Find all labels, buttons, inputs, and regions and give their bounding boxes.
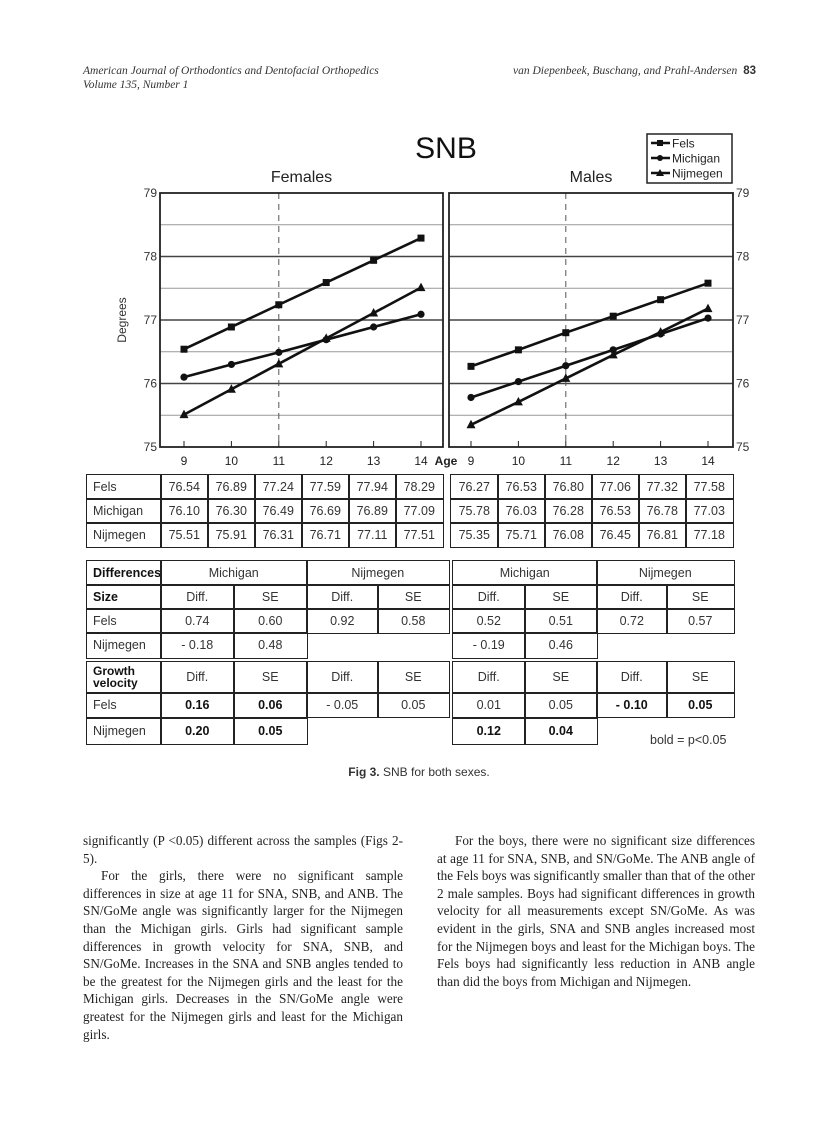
marker-circle bbox=[704, 314, 711, 321]
value-cell: 77.18 bbox=[685, 522, 734, 548]
chart-title: SNB bbox=[415, 132, 477, 165]
marker-square bbox=[562, 329, 569, 336]
column-header: SE bbox=[666, 661, 735, 694]
value-cell: 76.30 bbox=[207, 498, 256, 524]
marker-circle bbox=[417, 311, 424, 318]
authors: van Diepenbeek, Buschang, and Prahl-Andersen bbox=[513, 65, 738, 77]
y-tick-label-right: 79 bbox=[736, 186, 750, 200]
marker-square bbox=[705, 280, 712, 287]
value-cell: 0.20 bbox=[160, 718, 235, 745]
value-cell: 77.11 bbox=[348, 522, 397, 548]
marker-square bbox=[370, 257, 377, 264]
value-cell: 75.78 bbox=[450, 498, 499, 524]
value-cell: - 0.19 bbox=[452, 632, 526, 659]
value-cell: 0.58 bbox=[377, 608, 450, 634]
y-tick-label-right: 75 bbox=[736, 440, 750, 454]
paragraph: For the girls, there were no significant sample differences in size at age 11 for SNA, SNB, and ANB. The SN/GoMe angle was significantly larger for the Nijmegen than the Michigan girls. Girls had significant sample differences in growth velocity for SNA, SNB, and SN/GoMe. Increases in the SNA and SNB angles tended to be the greatest for the Nijmegen girls and the least for the Michigan girls. Decreases in the SN/GoMe angle were greatest for the Nijmegen girls and least for the Michigan girls. bbox=[83, 868, 403, 1042]
value-cell: 0.46 bbox=[524, 632, 598, 659]
y-tick-label-left: 79 bbox=[143, 186, 157, 200]
marker-square bbox=[515, 346, 522, 353]
value-cell: 0.05 bbox=[524, 692, 598, 718]
value-cell: - 0.10 bbox=[596, 692, 668, 718]
y-tick-label-left: 76 bbox=[143, 376, 157, 391]
row-label: Michigan bbox=[86, 498, 162, 524]
value-cell: 75.71 bbox=[497, 522, 546, 548]
marker-square bbox=[275, 301, 282, 308]
column-header: Diff. bbox=[306, 584, 379, 610]
value-cell: 76.03 bbox=[497, 498, 546, 524]
page-number: 83 bbox=[743, 65, 756, 77]
body-column-right bbox=[437, 832, 755, 990]
x-tick-label: 12 bbox=[606, 454, 620, 468]
value-cell: 75.91 bbox=[207, 522, 256, 548]
value-cell: 0.05 bbox=[233, 718, 308, 745]
legend-circle-icon bbox=[657, 155, 663, 161]
value-cell: 77.32 bbox=[638, 474, 687, 500]
marker-triangle bbox=[417, 283, 426, 292]
value-cell: 76.89 bbox=[348, 498, 397, 524]
marker-circle bbox=[370, 323, 377, 330]
row-label: Fels bbox=[86, 692, 162, 718]
marker-circle bbox=[515, 378, 522, 385]
column-header: SE bbox=[233, 661, 308, 694]
value-cell: 76.53 bbox=[591, 498, 640, 524]
marker-circle bbox=[180, 374, 187, 381]
value-cell: 76.08 bbox=[544, 522, 593, 548]
group-header: Nijmegen bbox=[596, 560, 735, 586]
row-label: Nijmegen bbox=[86, 632, 162, 659]
series-line-michigan bbox=[471, 318, 708, 397]
x-tick-label: 13 bbox=[653, 454, 668, 468]
group-header: Nijmegen bbox=[306, 560, 450, 586]
value-cell: 76.54 bbox=[160, 474, 209, 500]
x-tick-label: 13 bbox=[366, 454, 381, 468]
value-cell: 76.71 bbox=[301, 522, 350, 548]
x-tick-label: 10 bbox=[224, 454, 239, 468]
value-cell: 77.06 bbox=[591, 474, 640, 500]
value-cell: 0.05 bbox=[377, 692, 450, 718]
journal-name: American Journal of Orthodontics and Dentofacial Orthopedics bbox=[83, 65, 379, 77]
size-label: Size bbox=[86, 584, 162, 610]
marker-circle bbox=[467, 394, 474, 401]
value-cell: 76.28 bbox=[544, 498, 593, 524]
column-header: Diff. bbox=[452, 584, 526, 610]
column-header: SE bbox=[377, 661, 450, 694]
series-line-nijmegen bbox=[471, 309, 708, 425]
value-cell: 0.72 bbox=[596, 608, 668, 634]
series-line-michigan bbox=[184, 314, 421, 377]
value-cell: 0.12 bbox=[452, 718, 526, 745]
paragraph: significantly (P <0.05) different across the samples (Figs 2-5). bbox=[83, 833, 403, 866]
value-cell: 0.04 bbox=[524, 718, 598, 745]
x-tick-label: 14 bbox=[701, 454, 715, 468]
legend-label: Michigan bbox=[672, 151, 721, 166]
series-line-fels bbox=[184, 238, 421, 349]
legend-label: Fels bbox=[672, 136, 695, 151]
value-cell: 0.52 bbox=[452, 608, 526, 634]
value-cell: 0.92 bbox=[306, 608, 379, 634]
y-tick-label-right: 77 bbox=[736, 313, 750, 327]
column-header: SE bbox=[524, 584, 598, 610]
row-label: Fels bbox=[86, 474, 162, 500]
growth-velocity-label: Growth velocity bbox=[86, 661, 162, 694]
x-tick-label: 9 bbox=[467, 454, 475, 468]
y-tick-label-left: 78 bbox=[143, 249, 157, 264]
column-header: SE bbox=[524, 661, 598, 694]
value-cell: 77.59 bbox=[301, 474, 350, 500]
value-cell: 0.74 bbox=[160, 608, 235, 634]
value-cell: 76.10 bbox=[160, 498, 209, 524]
row-label: Nijmegen bbox=[86, 718, 162, 745]
x-tick-label: 14 bbox=[414, 454, 428, 468]
x-tick-label: 11 bbox=[559, 454, 573, 468]
value-cell: 0.51 bbox=[524, 608, 598, 634]
marker-circle bbox=[275, 349, 282, 356]
value-cell: 0.01 bbox=[452, 692, 526, 718]
marker-triangle bbox=[704, 304, 713, 313]
panel-title: Males bbox=[569, 169, 613, 186]
column-header: Diff. bbox=[160, 661, 235, 694]
body-column-left bbox=[83, 832, 403, 1043]
legend-label: Nijmegen bbox=[672, 166, 723, 181]
marker-square bbox=[610, 313, 617, 320]
legend-square-icon bbox=[657, 140, 663, 146]
value-cell: 0.16 bbox=[160, 692, 235, 718]
value-cell: 0.05 bbox=[666, 692, 735, 718]
marker-circle bbox=[228, 361, 235, 368]
column-header: SE bbox=[666, 584, 735, 610]
marker-square bbox=[468, 363, 475, 370]
y-tick-label-right: 78 bbox=[736, 249, 750, 264]
value-cell: 76.80 bbox=[544, 474, 593, 500]
row-label: Nijmegen bbox=[86, 522, 162, 548]
y-tick-label-left: 75 bbox=[143, 440, 157, 454]
group-header: Michigan bbox=[452, 560, 598, 586]
x-tick-label: 12 bbox=[319, 454, 333, 468]
series-line-nijmegen bbox=[184, 288, 421, 415]
value-cell: 76.53 bbox=[497, 474, 546, 500]
value-cell: 76.69 bbox=[301, 498, 350, 524]
value-cell: 0.60 bbox=[233, 608, 308, 634]
y-tick-label-left: 77 bbox=[143, 313, 157, 327]
group-header: Michigan bbox=[160, 560, 308, 586]
differences-label: Differences bbox=[86, 560, 162, 586]
column-header: Diff. bbox=[306, 661, 379, 694]
marker-square bbox=[228, 323, 235, 330]
column-header: Diff. bbox=[596, 584, 668, 610]
value-cell: 77.51 bbox=[395, 522, 444, 548]
value-cell: 77.03 bbox=[685, 498, 734, 524]
marker-square bbox=[323, 279, 330, 286]
column-header: SE bbox=[377, 584, 450, 610]
column-header: Diff. bbox=[596, 661, 668, 694]
value-cell: 76.49 bbox=[254, 498, 303, 524]
value-cell: 76.27 bbox=[450, 474, 499, 500]
value-cell: 76.45 bbox=[591, 522, 640, 548]
marker-circle bbox=[562, 362, 569, 369]
marker-square bbox=[181, 346, 188, 353]
figure-label: Fig 3. bbox=[348, 765, 380, 779]
value-cell: 75.51 bbox=[160, 522, 209, 548]
x-tick-label: 9 bbox=[180, 454, 188, 468]
x-axis-label: Age bbox=[434, 454, 458, 468]
value-cell: 77.09 bbox=[395, 498, 444, 524]
column-header: Diff. bbox=[160, 584, 235, 610]
column-header: SE bbox=[233, 584, 308, 610]
value-cell: 76.89 bbox=[207, 474, 256, 500]
value-cell: 76.78 bbox=[638, 498, 687, 524]
value-cell: 77.58 bbox=[685, 474, 734, 500]
figure-caption bbox=[0, 765, 838, 779]
paragraph: For the boys, there were no significant size differences at age 11 for SNA, SNB, and SN/GoMe. The ANB angle of the Fels boys was significantly smaller than that of the other 2 male samples. Boys had significant differences in growth velocity for all measurements except SN/GoMe. As was evident in the girls, SNA and SNB angles increased most for the Nijmegen boys and least for the Michigan boys. The Fels boys had significantly less reduction in ANB angle than did the boys from Michigan and Nijmegen. bbox=[437, 833, 755, 989]
value-cell: - 0.18 bbox=[160, 632, 235, 659]
y-axis-label: Degrees bbox=[115, 297, 129, 343]
value-cell: - 0.05 bbox=[306, 692, 379, 718]
row-label: Fels bbox=[86, 608, 162, 634]
figure-caption-text: SNB for both sexes. bbox=[382, 765, 490, 779]
value-cell: 76.81 bbox=[638, 522, 687, 548]
value-cell: 0.06 bbox=[233, 692, 308, 718]
significance-note: bold = p<0.05 bbox=[650, 733, 727, 747]
value-cell: 77.24 bbox=[254, 474, 303, 500]
volume-info: Volume 135, Number 1 bbox=[83, 79, 189, 91]
column-header: Diff. bbox=[452, 661, 526, 694]
value-cell: 78.29 bbox=[395, 474, 444, 500]
value-cell: 76.31 bbox=[254, 522, 303, 548]
marker-square bbox=[657, 296, 664, 303]
x-tick-label: 10 bbox=[511, 454, 526, 468]
x-tick-label: 11 bbox=[272, 454, 286, 468]
y-tick-label-right: 76 bbox=[736, 376, 750, 391]
value-cell: 77.94 bbox=[348, 474, 397, 500]
marker-square bbox=[418, 235, 425, 242]
value-cell: 0.57 bbox=[666, 608, 735, 634]
value-cell: 75.35 bbox=[450, 522, 499, 548]
value-cell: 0.48 bbox=[233, 632, 308, 659]
panel-title: Females bbox=[270, 169, 333, 186]
